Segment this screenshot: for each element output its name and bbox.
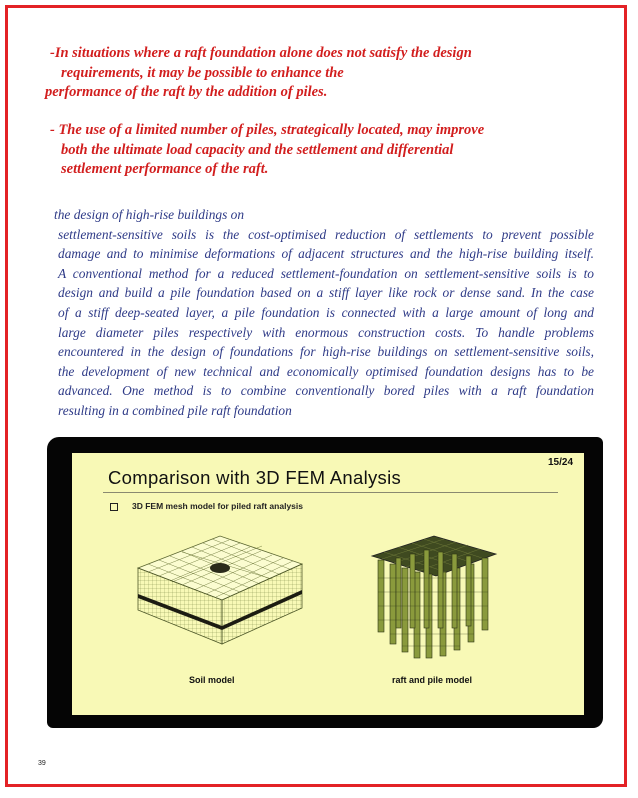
text-line: of a stiff deep-seated layer, a pile foundation is connected with a large amount of long and <box>58 304 594 320</box>
raft-pile-mesh-model <box>364 528 504 663</box>
bullet-square-icon <box>110 503 118 511</box>
page-number: 39 <box>38 760 46 767</box>
slide-divider <box>103 492 558 493</box>
text-line: A conventional method for a reduced settlement-foundation on settlement-sensitive soils is to <box>58 265 594 281</box>
text-line: settlement-sensitive soils is the cost-optimised reduction of settlements to prevent possible <box>58 226 594 242</box>
slide-bullet-text: 3D FEM mesh model for piled raft analysis <box>132 501 303 511</box>
paragraph-limited-piles <box>50 121 590 180</box>
text-line: design and build a pile foundation based on a stiff layer like rock or dense sand. In the case <box>58 285 594 301</box>
text-line: performance of the raft by the addition of piles. <box>45 84 328 100</box>
text-line: the design of high-rise buildings on <box>54 207 245 222</box>
text-line: - The use of a limited number of piles, strategically located, may improve <box>50 122 485 138</box>
caption-raft-pile-model: raft and pile model <box>392 675 473 685</box>
soil-mesh-model <box>132 524 312 654</box>
caption-soil-model: Soil model <box>189 675 235 685</box>
slide-page-number: 15/24 <box>548 457 574 468</box>
text-line: -In situations where a raft foundation alone does not satisfy the design <box>50 45 472 61</box>
text-line: both the ultimate load capacity and the settlement and differential <box>61 141 454 158</box>
text-line: requirements, it may be possible to enhance the <box>61 64 344 81</box>
slide-title: Comparison with 3D FEM Analysis <box>108 467 402 488</box>
text-line: encountered in the design of foundations for high-rise buildings on settlement-sensitive soils, <box>58 344 594 360</box>
text-line: settlement performance of the raft. <box>61 161 269 177</box>
text-line: damage and to minimise deformations of adjacent structures and the high-rise building itself. <box>58 246 594 262</box>
text-line: large diameter piles respectively with enormous construction costs. To handle problems <box>58 324 594 340</box>
excerpt-paragraph <box>54 205 594 421</box>
text-line: resulting in a combined pile raft foundation <box>58 402 292 418</box>
text-line: the development of new technical and economically optimised foundation designs has to be <box>58 363 594 379</box>
text-line: advanced. One method is to combine conventionally bored piles with a raft foundation <box>58 383 594 399</box>
paragraph-raft-alone <box>45 44 590 103</box>
